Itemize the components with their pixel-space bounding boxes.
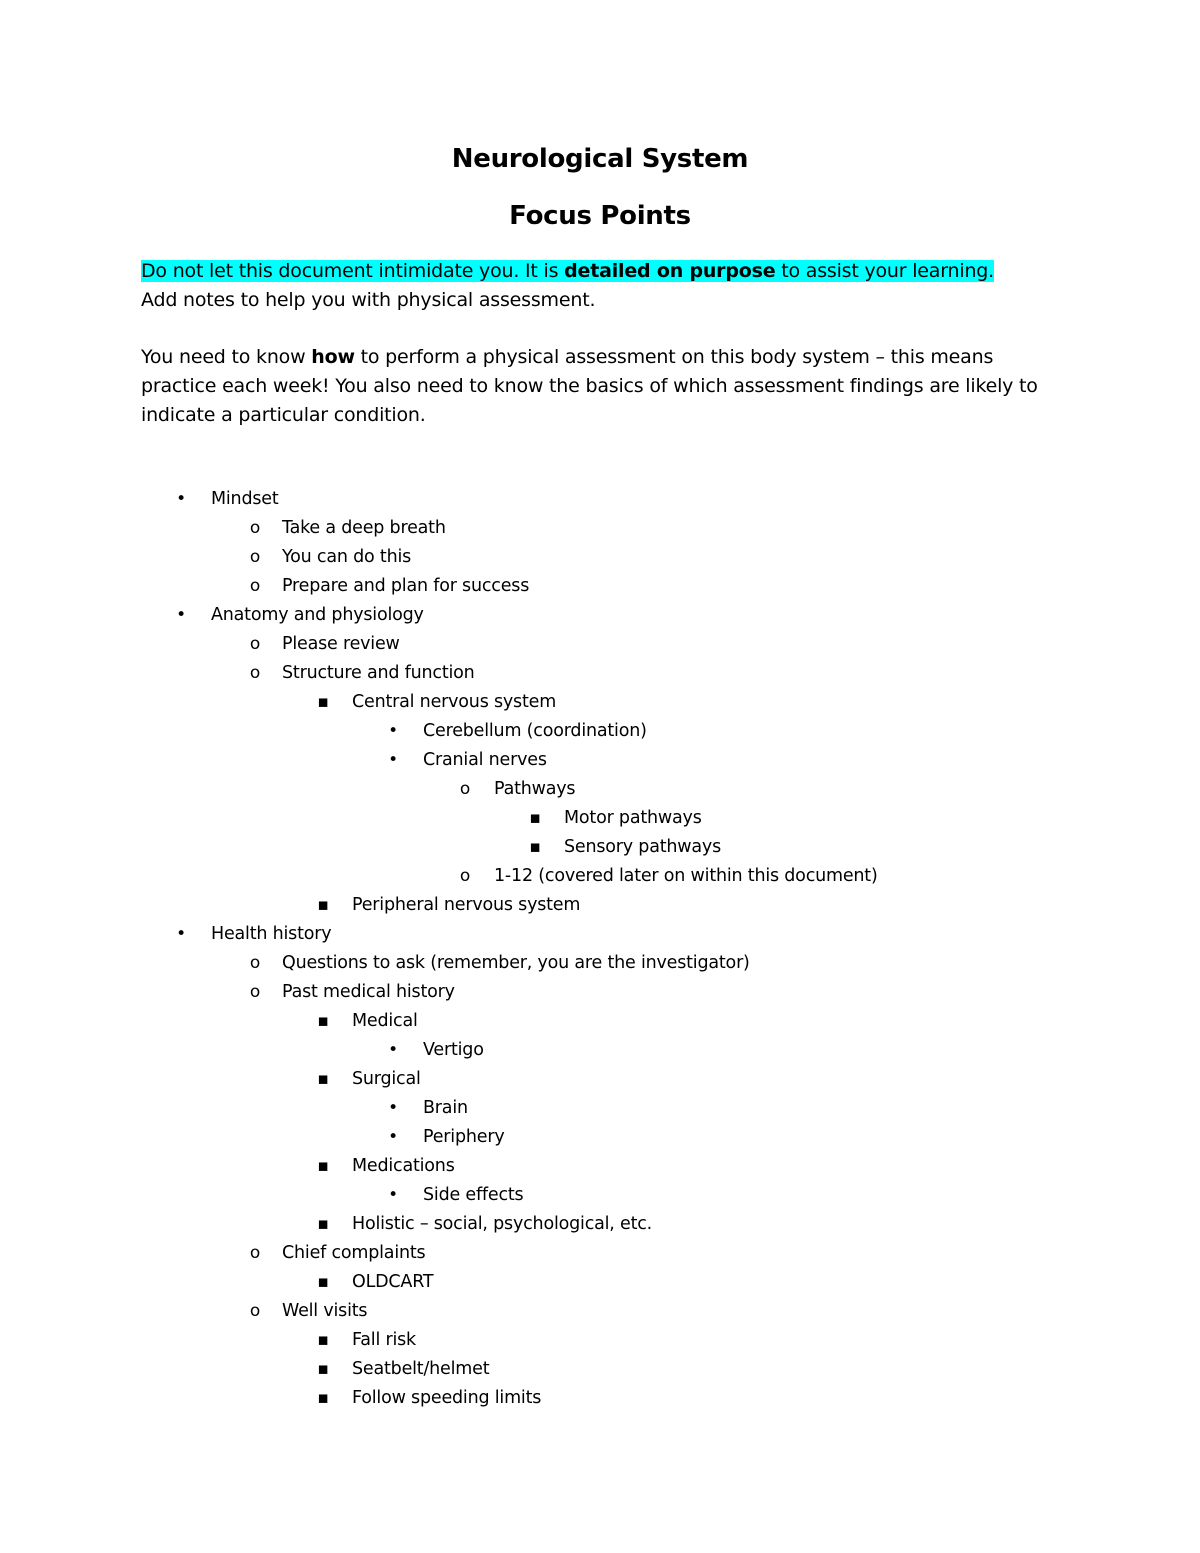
list-item-text: Well visits	[282, 1301, 368, 1321]
list-item-text: Surgical	[352, 1069, 421, 1089]
list-item-text: Past medical history	[282, 982, 455, 1002]
bullet-marker: •	[388, 1040, 398, 1060]
bullet-marker: ▪	[317, 1359, 329, 1379]
list-item-text: Questions to ask (remember, you are the investigator)	[282, 953, 750, 973]
list-item-text: You can do this	[282, 547, 412, 567]
bullet-marker: ▪	[317, 1011, 329, 1031]
intro-p2-line-3: indicate a particular condition.	[141, 404, 426, 426]
bullet-marker: ▪	[317, 1214, 329, 1234]
list-item-text: Cranial nerves	[423, 750, 547, 770]
bullet-marker: ▪	[529, 837, 541, 857]
bullet-marker: ▪	[317, 1272, 329, 1292]
list-item-text: Periphery	[423, 1127, 505, 1147]
list-item-text: Holistic – social, psychological, etc.	[352, 1214, 653, 1234]
bullet-marker: •	[176, 605, 186, 625]
list-item-text: Mindset	[211, 489, 279, 509]
bullet-marker: ▪	[317, 1156, 329, 1176]
bullet-marker: ▪	[317, 1069, 329, 1089]
intro-paragraph-1	[141, 257, 1071, 315]
bullet-marker: o	[459, 779, 471, 799]
list-item-text: Central nervous system	[352, 692, 557, 712]
document-title: Neurological System	[451, 144, 749, 174]
intro-highlight-line	[141, 257, 1071, 286]
intro-p2-line-2: practice each week! You also need to know the basics of which assessment findings are likely to	[141, 375, 1038, 397]
list-item-text: Cerebellum (coordination)	[423, 721, 647, 741]
bullet-marker: ▪	[317, 1330, 329, 1350]
bullet-marker: ▪	[317, 895, 329, 915]
bullet-marker: •	[388, 1185, 398, 1205]
document-subtitle: Focus Points	[509, 201, 691, 231]
list-item-text: OLDCART	[352, 1272, 434, 1292]
bullet-marker: o	[249, 1301, 261, 1321]
list-item-text: Seatbelt/helmet	[352, 1359, 490, 1379]
list-item-text: Pathways	[494, 779, 576, 799]
list-item-text: Follow speeding limits	[352, 1388, 542, 1408]
bullet-marker: •	[388, 1098, 398, 1118]
bullet-marker: •	[176, 924, 186, 944]
bullet-marker: •	[388, 1127, 398, 1147]
bullet-marker: •	[176, 489, 186, 509]
bold-emphasis: detailed on purpose	[564, 260, 776, 282]
intro-p2-line-1: You need to know how to perform a physical assessment on this body system – this means	[141, 346, 994, 368]
list-item-text: Health history	[211, 924, 332, 944]
bullet-marker: ▪	[529, 808, 541, 828]
bullet-marker: o	[249, 518, 261, 538]
list-item-text: Structure and function	[282, 663, 475, 683]
bullet-marker: •	[388, 750, 398, 770]
bullet-marker: o	[249, 576, 261, 596]
bold-how: how	[311, 346, 355, 368]
list-item-text: Peripheral nervous system	[352, 895, 581, 915]
list-item-text: Sensory pathways	[564, 837, 722, 857]
bullet-marker: •	[388, 721, 398, 741]
list-item-text: Side effects	[423, 1185, 524, 1205]
bullet-marker: o	[249, 953, 261, 973]
intro-paragraph-2	[141, 343, 1071, 430]
bullet-marker: ▪	[317, 692, 329, 712]
list-item-text: Brain	[423, 1098, 468, 1118]
bullet-marker: o	[249, 663, 261, 683]
list-item-text: Chief complaints	[282, 1243, 426, 1263]
bullet-marker: o	[249, 1243, 261, 1263]
list-item-text: Please review	[282, 634, 400, 654]
bullet-marker: o	[459, 866, 471, 886]
bullet-marker: ▪	[317, 1388, 329, 1408]
list-item-text: Anatomy and physiology	[211, 605, 424, 625]
list-item-text: Motor pathways	[564, 808, 702, 828]
list-item-text: Medical	[352, 1011, 418, 1031]
highlighted-text: Do not let this document intimidate you. It is detailed on purpose to assist your learning.	[141, 260, 994, 282]
list-item-text: Take a deep breath	[282, 518, 446, 538]
list-item-text: Prepare and plan for success	[282, 576, 530, 596]
intro-line-2: Add notes to help you with physical assessment.	[141, 289, 596, 311]
list-item-text: 1-12 (covered later on within this document)	[494, 866, 878, 886]
list-item-text: Fall risk	[352, 1330, 416, 1350]
bullet-marker: o	[249, 634, 261, 654]
list-item-text: Vertigo	[423, 1040, 484, 1060]
list-item-text: Medications	[352, 1156, 455, 1176]
bullet-marker: o	[249, 547, 261, 567]
bullet-marker: o	[249, 982, 261, 1002]
